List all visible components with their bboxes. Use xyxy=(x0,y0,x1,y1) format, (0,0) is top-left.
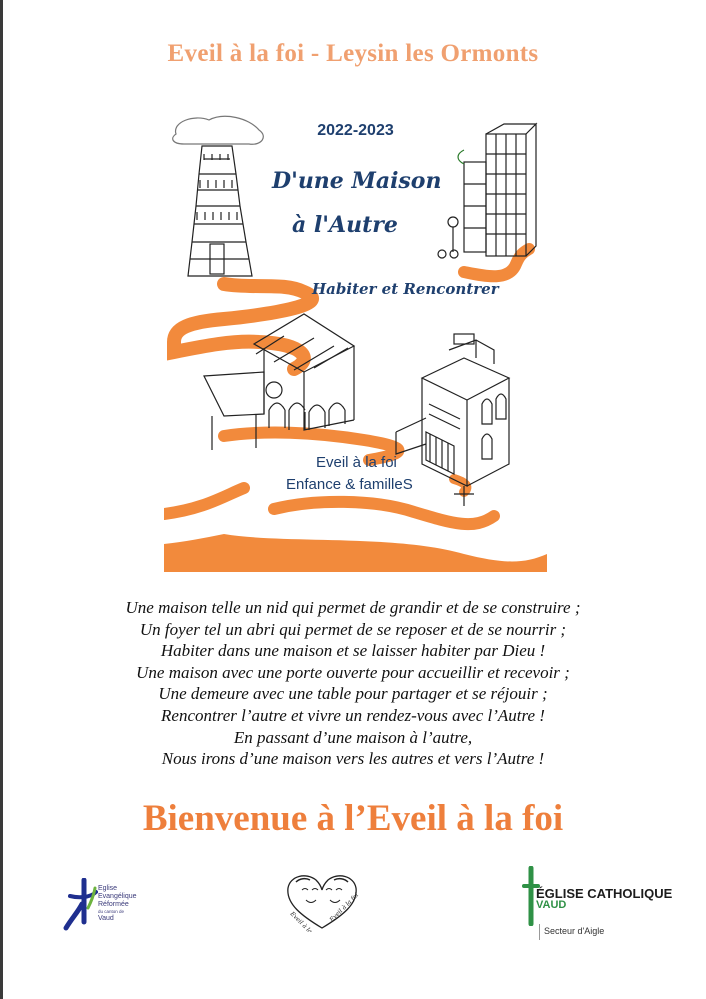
eer-line1: Eglise xyxy=(98,885,118,892)
tower-drawing xyxy=(173,116,264,276)
logo-eveil-a-la-foi xyxy=(282,870,362,932)
orange-river-bottom xyxy=(164,488,494,524)
page-edge xyxy=(0,0,3,999)
poem-line: Nous irons d’une maison vers les autres et vers l’Autre ! xyxy=(161,749,545,769)
poster-image xyxy=(164,114,547,572)
eer-line4: du canton de xyxy=(98,909,125,914)
poem-line: Rencontrer l’autre et vivre un rendez-vous avec l’Autre ! xyxy=(161,705,545,725)
eer-line5: Vaud xyxy=(98,915,114,922)
poster-eveil-line1: Eveil à la foi xyxy=(316,454,397,471)
poem-line: Une maison avec une porte ouverte pour accueillir et recevoir ; xyxy=(136,662,570,682)
eer-line2: Evangélique xyxy=(98,893,137,900)
orange-river xyxy=(174,284,312,369)
eveil-text-right: Eveil à la foi xyxy=(328,891,361,924)
orange-river-end xyxy=(164,534,547,572)
poem-line: Habiter dans une maison et se laisser habiter par Dieu ! xyxy=(160,641,546,661)
ecv-sector: Secteur d'Aigle xyxy=(544,926,605,936)
poem-line: Une maison telle un nid qui permet de grandir et de se construire ; xyxy=(125,598,581,617)
poster-subtitle: Habiter et Rencontrer xyxy=(312,280,499,298)
divider xyxy=(539,924,540,940)
eveil-text-left: Eveil à la foi xyxy=(288,910,321,932)
page-title: Eveil à la foi - Leysin les Ormonts xyxy=(167,40,539,67)
ecv-title: ÉGLISE CATHOLIQUE xyxy=(536,886,673,901)
welcome-heading: Bienvenue à l’Eveil à la foi xyxy=(142,798,564,839)
poster-eveil-line2: Enfance & familleS xyxy=(286,476,413,493)
poster-title-line1: D'une Maison xyxy=(272,168,442,194)
poem-line: Une demeure avec une table pour partager et se réjouir ; xyxy=(158,684,548,704)
poem-line: En passant d’une maison à l’autre, xyxy=(233,727,473,747)
poster-title-line2: à l'Autre xyxy=(292,212,398,238)
poem-line: Un foyer tel un abri qui permet de se reposer et de se nourrir ; xyxy=(139,619,567,639)
eer-emblem-icon xyxy=(62,878,98,938)
eer-line3: Réformée xyxy=(98,901,129,908)
poem xyxy=(0,597,706,770)
ecv-subtitle: VAUD xyxy=(536,899,567,911)
modern-building-drawing xyxy=(438,124,536,258)
heart-faces-icon xyxy=(282,870,362,932)
logo-eer xyxy=(62,874,162,944)
logo-eglise-catholique-vaud xyxy=(522,866,682,946)
poster-year: 2022-2023 xyxy=(317,122,394,139)
